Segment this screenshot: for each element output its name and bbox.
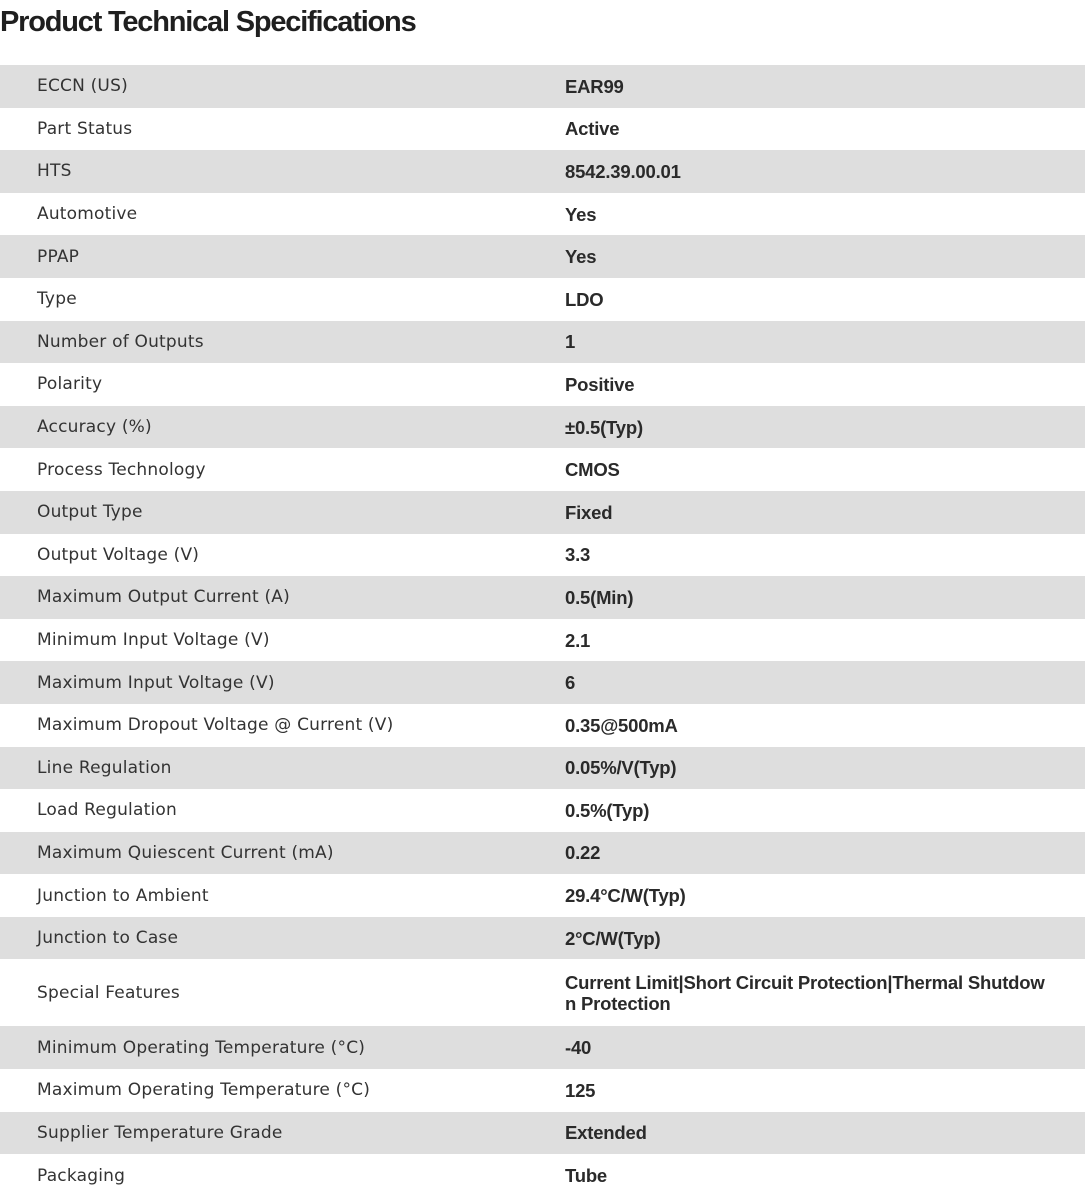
spec-label: HTS bbox=[0, 150, 565, 193]
spec-value: -40 bbox=[565, 1026, 1085, 1069]
spec-label: Output Type bbox=[0, 491, 565, 534]
spec-table bbox=[0, 65, 1085, 1197]
spec-row-junction-to-ambient bbox=[0, 874, 1085, 917]
spec-value: 0.5(Min) bbox=[565, 576, 1085, 619]
spec-label: Polarity bbox=[0, 363, 565, 406]
spec-value: Yes bbox=[565, 193, 1085, 236]
spec-row-line-regulation bbox=[0, 747, 1085, 790]
spec-row-output-type bbox=[0, 491, 1085, 534]
spec-label: Junction to Ambient bbox=[0, 874, 565, 917]
spec-value: 8542.39.00.01 bbox=[565, 150, 1085, 193]
spec-value: 3.3 bbox=[565, 534, 1085, 577]
spec-row-eccn bbox=[0, 65, 1085, 108]
spec-label: Packaging bbox=[0, 1154, 565, 1197]
spec-row-junction-to-case bbox=[0, 917, 1085, 960]
spec-label: Special Features bbox=[0, 959, 565, 1026]
spec-value: 1 bbox=[565, 321, 1085, 364]
spec-row-max-operating-temp bbox=[0, 1069, 1085, 1112]
spec-row-max-output-current bbox=[0, 576, 1085, 619]
spec-row-ppap bbox=[0, 235, 1085, 278]
spec-label: Line Regulation bbox=[0, 747, 565, 790]
spec-value: 6 bbox=[565, 661, 1085, 704]
spec-row-type bbox=[0, 278, 1085, 321]
spec-value: 0.22 bbox=[565, 832, 1085, 875]
spec-label: Minimum Input Voltage (V) bbox=[0, 619, 565, 662]
spec-row-min-operating-temp bbox=[0, 1026, 1085, 1069]
spec-value: 125 bbox=[565, 1069, 1085, 1112]
spec-value: 2°C/W(Typ) bbox=[565, 917, 1085, 960]
spec-value: LDO bbox=[565, 278, 1085, 321]
spec-label: Automotive bbox=[0, 193, 565, 236]
spec-label: Accuracy (%) bbox=[0, 406, 565, 449]
spec-row-hts bbox=[0, 150, 1085, 193]
spec-label: Maximum Quiescent Current (mA) bbox=[0, 832, 565, 875]
spec-row-min-input-voltage bbox=[0, 619, 1085, 662]
spec-label: Load Regulation bbox=[0, 789, 565, 832]
spec-row-number-of-outputs bbox=[0, 321, 1085, 364]
spec-row-special-features bbox=[0, 959, 1085, 1026]
spec-row-part-status bbox=[0, 108, 1085, 151]
spec-value: 29.4°C/W(Typ) bbox=[565, 874, 1085, 917]
spec-label: PPAP bbox=[0, 235, 565, 278]
spec-value: 0.5%(Typ) bbox=[565, 789, 1085, 832]
spec-row-max-dropout-voltage bbox=[0, 704, 1085, 747]
spec-row-max-quiescent-current bbox=[0, 832, 1085, 875]
spec-label: Process Technology bbox=[0, 448, 565, 491]
spec-label: Minimum Operating Temperature (°C) bbox=[0, 1026, 565, 1069]
spec-value: 0.05%/V(Typ) bbox=[565, 747, 1085, 790]
spec-value: Active bbox=[565, 108, 1085, 151]
spec-label: Maximum Input Voltage (V) bbox=[0, 661, 565, 704]
spec-row-polarity bbox=[0, 363, 1085, 406]
spec-row-supplier-temp-grade bbox=[0, 1112, 1085, 1155]
spec-label: Type bbox=[0, 278, 565, 321]
spec-label: Maximum Output Current (A) bbox=[0, 576, 565, 619]
spec-label: Maximum Operating Temperature (°C) bbox=[0, 1069, 565, 1112]
spec-value: Extended bbox=[565, 1112, 1085, 1155]
spec-label: ECCN (US) bbox=[0, 65, 565, 108]
spec-label: Output Voltage (V) bbox=[0, 534, 565, 577]
spec-label: Supplier Temperature Grade bbox=[0, 1112, 565, 1155]
spec-row-packaging bbox=[0, 1154, 1085, 1197]
spec-value: Current Limit|Short Circuit Protection|Thermal Shutdown Protection bbox=[565, 959, 1085, 1026]
spec-row-max-input-voltage bbox=[0, 661, 1085, 704]
spec-value: ±0.5(Typ) bbox=[565, 406, 1085, 449]
spec-row-output-voltage bbox=[0, 534, 1085, 577]
page-title: Product Technical Specifications bbox=[0, 6, 416, 38]
spec-value: 0.35@500mA bbox=[565, 704, 1085, 747]
spec-label: Part Status bbox=[0, 108, 565, 151]
spec-value: Fixed bbox=[565, 491, 1085, 534]
spec-value: EAR99 bbox=[565, 65, 1085, 108]
spec-value: 2.1 bbox=[565, 619, 1085, 662]
spec-label: Number of Outputs bbox=[0, 321, 565, 364]
spec-row-accuracy bbox=[0, 406, 1085, 449]
spec-row-automotive bbox=[0, 193, 1085, 236]
spec-row-load-regulation bbox=[0, 789, 1085, 832]
spec-value: Yes bbox=[565, 235, 1085, 278]
spec-label: Junction to Case bbox=[0, 917, 565, 960]
spec-row-process-technology bbox=[0, 448, 1085, 491]
spec-value: CMOS bbox=[565, 448, 1085, 491]
spec-label: Maximum Dropout Voltage @ Current (V) bbox=[0, 704, 565, 747]
spec-value: Tube bbox=[565, 1154, 1085, 1197]
spec-value: Positive bbox=[565, 363, 1085, 406]
